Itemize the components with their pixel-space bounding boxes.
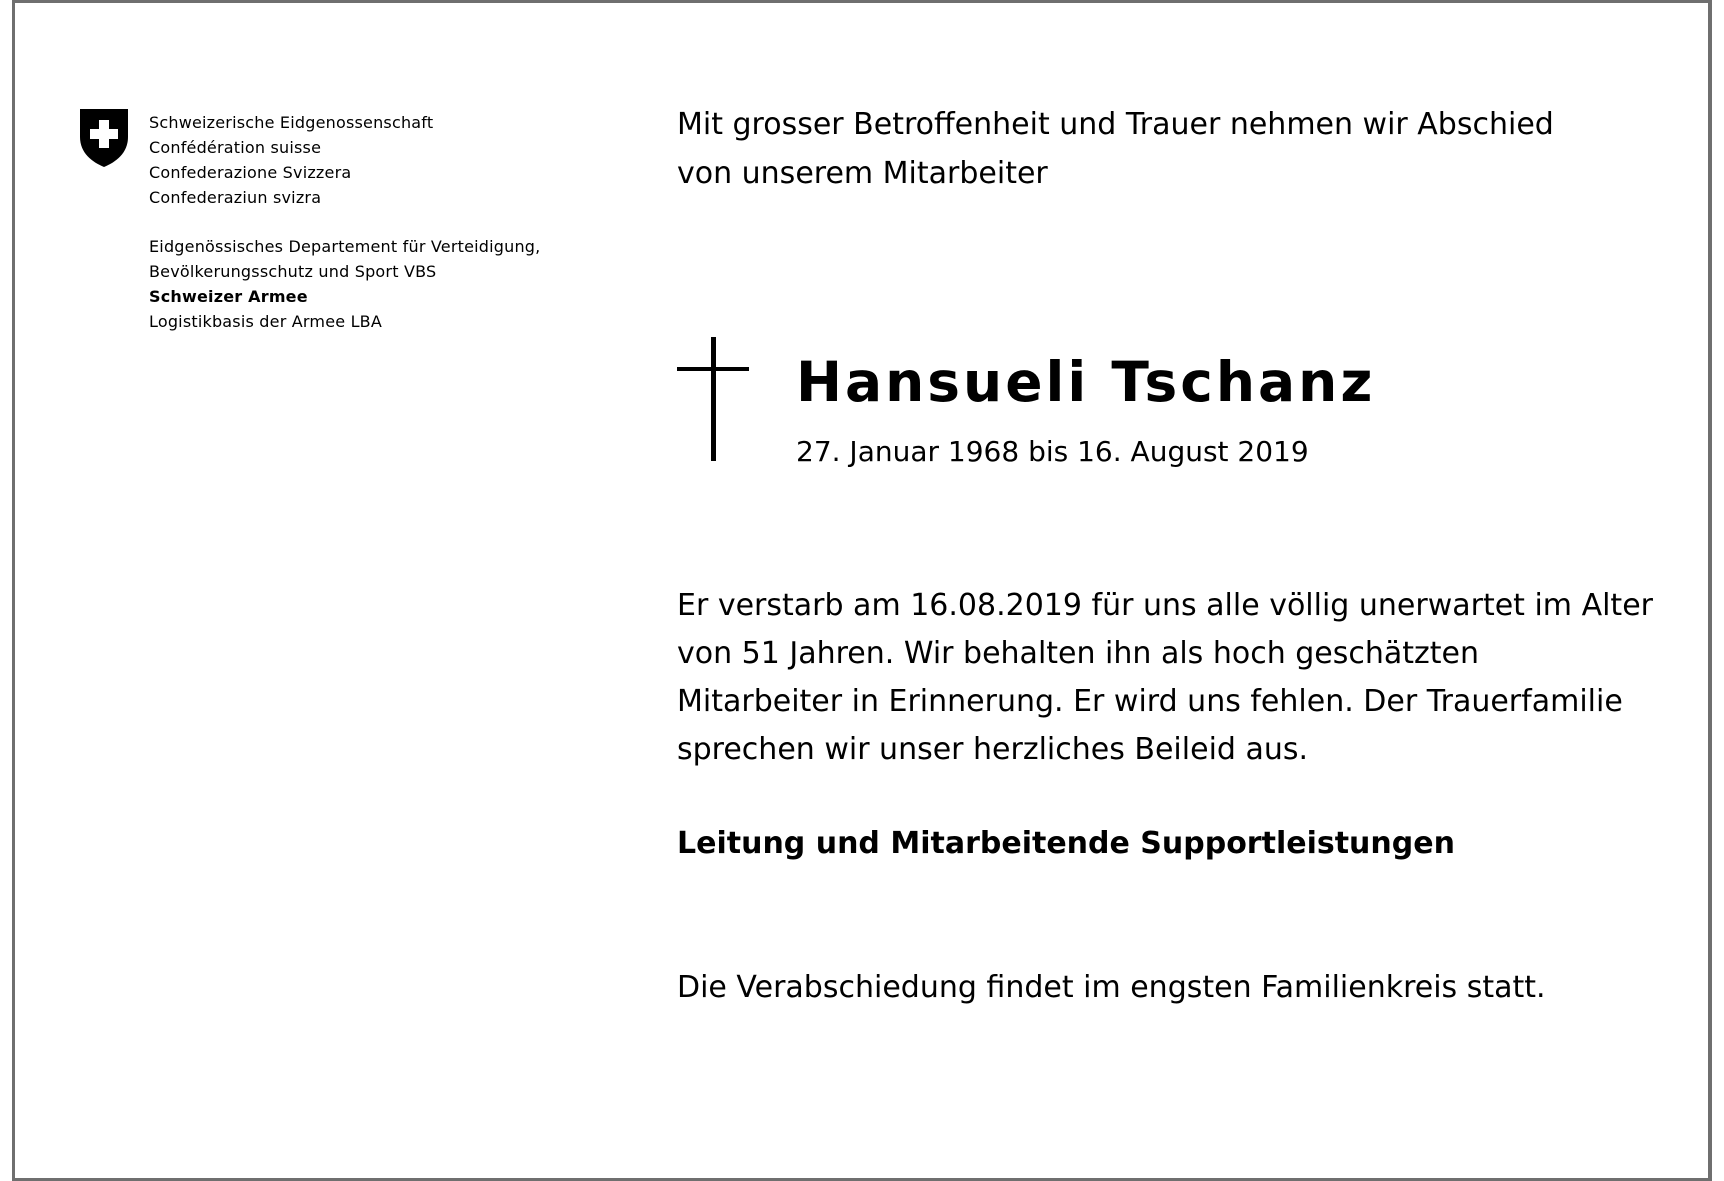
signature: Leitung und Mitarbeitende Supportleistungen xyxy=(677,826,1455,861)
message-line-3: Mitarbeiter in Erinnerung. Er wird uns fehlen. Der Trauerfamilie xyxy=(677,684,1623,719)
swiss-coat-of-arms-icon xyxy=(78,107,130,169)
farewell-note: Die Verabschiedung findet im engsten Familienkreis statt. xyxy=(677,970,1546,1005)
admin-line-rm: Confederaziun svizra xyxy=(149,188,322,207)
deceased-name: Hansueli Tschanz xyxy=(796,350,1376,414)
latin-cross-icon xyxy=(677,337,749,461)
unit-bold: Schweizer Armee xyxy=(149,287,308,306)
unit: Logistikbasis der Armee LBA xyxy=(149,312,383,331)
condolence-message xyxy=(677,582,1653,774)
message-line-2: von 51 Jahren. Wir behalten ihn als hoch geschätzten xyxy=(677,636,1480,671)
admin-spacer xyxy=(149,210,540,234)
intro-text xyxy=(677,100,1554,198)
intro-line-1: Mit grosser Betroffenheit und Trauer nehmen wir Abschied xyxy=(677,107,1554,142)
message-line-1: Er verstarb am 16.08.2019 für uns alle völlig unerwartet im Alter xyxy=(677,588,1653,623)
admin-line-it: Confederazione Svizzera xyxy=(149,163,352,182)
deceased-dates: 27. Januar 1968 bis 16. August 2019 xyxy=(796,435,1309,468)
department-line-2: Bevölkerungsschutz und Sport VBS xyxy=(149,262,437,281)
administration-block xyxy=(149,110,540,334)
department-line-1: Eidgenössisches Departement für Verteidigung, xyxy=(149,237,541,256)
admin-line-de: Schweizerische Eidgenossenschaft xyxy=(149,113,434,132)
intro-line-2: von unserem Mitarbeiter xyxy=(677,156,1048,191)
admin-line-fr: Confédération suisse xyxy=(149,138,322,157)
message-line-4: sprechen wir unser herzliches Beileid aus. xyxy=(677,732,1309,767)
